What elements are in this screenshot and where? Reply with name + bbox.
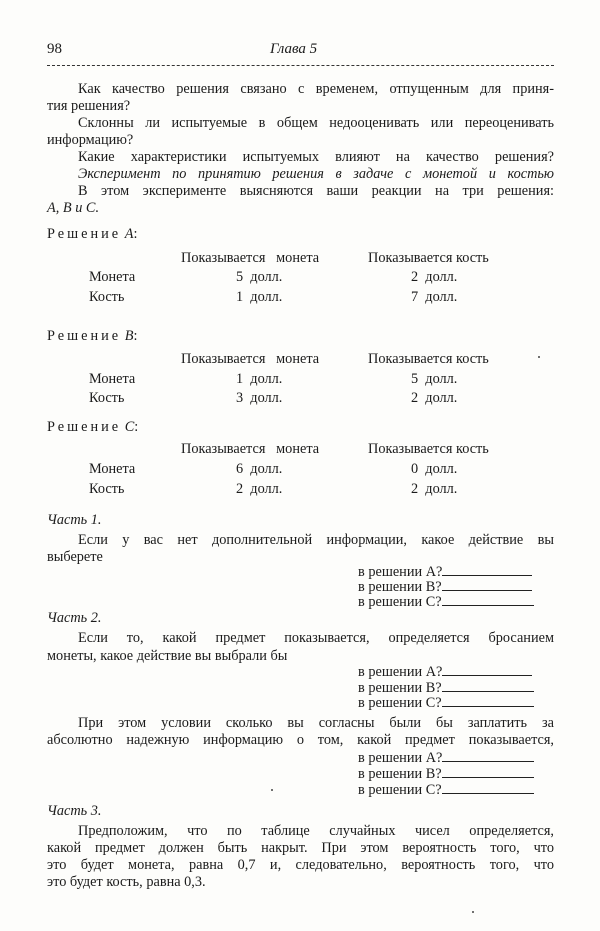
decision-c-row1-v2: 0 долл. (411, 461, 458, 477)
decision-c-col1: Показывается монета (181, 441, 320, 457)
page-number: 98 (47, 41, 62, 57)
answer-blank[interactable] (442, 782, 534, 794)
decision-a-row2-v1: 1 долл. (236, 289, 283, 305)
decision-b-row2-name: Кость (89, 390, 125, 406)
part2-text-line1: Если то, какой предмет показывается, определяется бросанием (78, 630, 554, 646)
part2-pay-answer-c: в решении C? (358, 782, 534, 799)
decision-c-row1-v1: 6 долл. (236, 461, 283, 477)
answer-blank[interactable] (442, 766, 534, 778)
answer-blank[interactable] (442, 750, 534, 762)
part2-title: Часть 2. (47, 610, 102, 626)
part2-text-line2: монеты, какое действие вы выбрали бы (47, 648, 288, 664)
experiment-title: Эксперимент по принятию решения в задаче с монетой и костью (78, 166, 554, 182)
part2-pay-answer-a: в решении A? (358, 750, 534, 767)
part1-text-line2: выберете (47, 549, 103, 565)
intro-q2-line1: Склонны ли испытуемые в общем недооценивать или переоценивать (78, 115, 554, 131)
part3-line4: это будет кость, равна 0,3. (47, 874, 206, 890)
answer-blank[interactable] (442, 664, 532, 676)
part1-answer-b: в решении B? (358, 579, 532, 596)
part2-text2-line1: При этом условии сколько вы согласны были бы заплатить за (78, 715, 554, 731)
answer-blank[interactable] (442, 680, 534, 692)
intro-q1-line1: Как качество решения связано с временем, отпущенным для приня- (78, 81, 554, 97)
answer-blank[interactable] (442, 594, 534, 606)
decision-a-row2-v2: 7 долл. (411, 289, 458, 305)
answer-blank[interactable] (442, 695, 534, 707)
decision-a-row1-v2: 2 долл. (411, 269, 458, 285)
decision-b-row1-name: Монета (89, 371, 136, 387)
part1-answer-c: в решении C? (358, 594, 534, 611)
print-speck (472, 911, 474, 913)
decision-c-row1-name: Монета (89, 461, 136, 477)
answer-blank[interactable] (442, 564, 532, 576)
part3-line1: Предположим, что по таблице случайных чисел определяется, (78, 823, 554, 839)
decision-c-col2: Показывается кость (368, 441, 489, 457)
decision-b-row1-v1: 1 долл. (236, 371, 283, 387)
decision-a-col2: Показывается кость (368, 250, 489, 266)
decision-c-row2-v1: 2 долл. (236, 481, 283, 497)
part2-answer-a: в решении A? (358, 664, 532, 681)
decision-b-label: Решение B: (47, 328, 138, 344)
decision-c-row2-name: Кость (89, 481, 125, 497)
decision-c-row2-v2: 2 долл. (411, 481, 458, 497)
intro-q1-line2: тия решения? (47, 98, 131, 114)
experiment-line2: A, B и C. (47, 200, 100, 216)
part3-line2: какой предмет должен быть накрыт. При этом вероятность того, что (47, 840, 554, 856)
experiment-line1: В этом эксперименте выясняются ваши реакции на три решения: (78, 183, 554, 199)
print-speck (538, 356, 540, 358)
chapter-title: Глава 5 (270, 41, 318, 57)
part2-answer-c: в решении C? (358, 695, 534, 712)
decision-b-col2: Показывается кость (368, 351, 489, 367)
decision-a-row1-name: Монета (89, 269, 136, 285)
part3-title: Часть 3. (47, 803, 102, 819)
answer-blank[interactable] (442, 579, 532, 591)
decision-a-row2-name: Кость (89, 289, 125, 305)
part2-answer-b: в решении B? (358, 680, 534, 697)
decision-b-col1: Показывается монета (181, 351, 320, 367)
decision-a-row1-v1: 5 долл. (236, 269, 283, 285)
header-rule (47, 65, 554, 66)
print-speck (271, 789, 273, 791)
decision-b-row2-v1: 3 долл. (236, 390, 283, 406)
part2-pay-answer-b: в решении B? (358, 766, 534, 783)
part2-text2-line2: абсолютно надежную информацию о том, какой предмет показывается, (47, 732, 554, 748)
decision-a-label: Решение A: (47, 226, 138, 242)
decision-b-row2-v2: 2 долл. (411, 390, 458, 406)
intro-q3: Какие характеристики испытуемых влияют на качество решения? (78, 149, 554, 165)
part3-line3: это будет монета, равна 0,7 и, следовательно, вероятность того, что (47, 857, 554, 873)
part1-text-line1: Если у вас нет дополнительной информации, какое действие вы (78, 532, 554, 548)
decision-c-label: Решение C: (47, 419, 139, 435)
part1-title: Часть 1. (47, 512, 102, 528)
decision-a-col1: Показывается монета (181, 250, 320, 266)
intro-q2-line2: информацию? (47, 132, 134, 148)
decision-b-row1-v2: 5 долл. (411, 371, 458, 387)
part1-answer-a: в решении A? (358, 564, 532, 581)
